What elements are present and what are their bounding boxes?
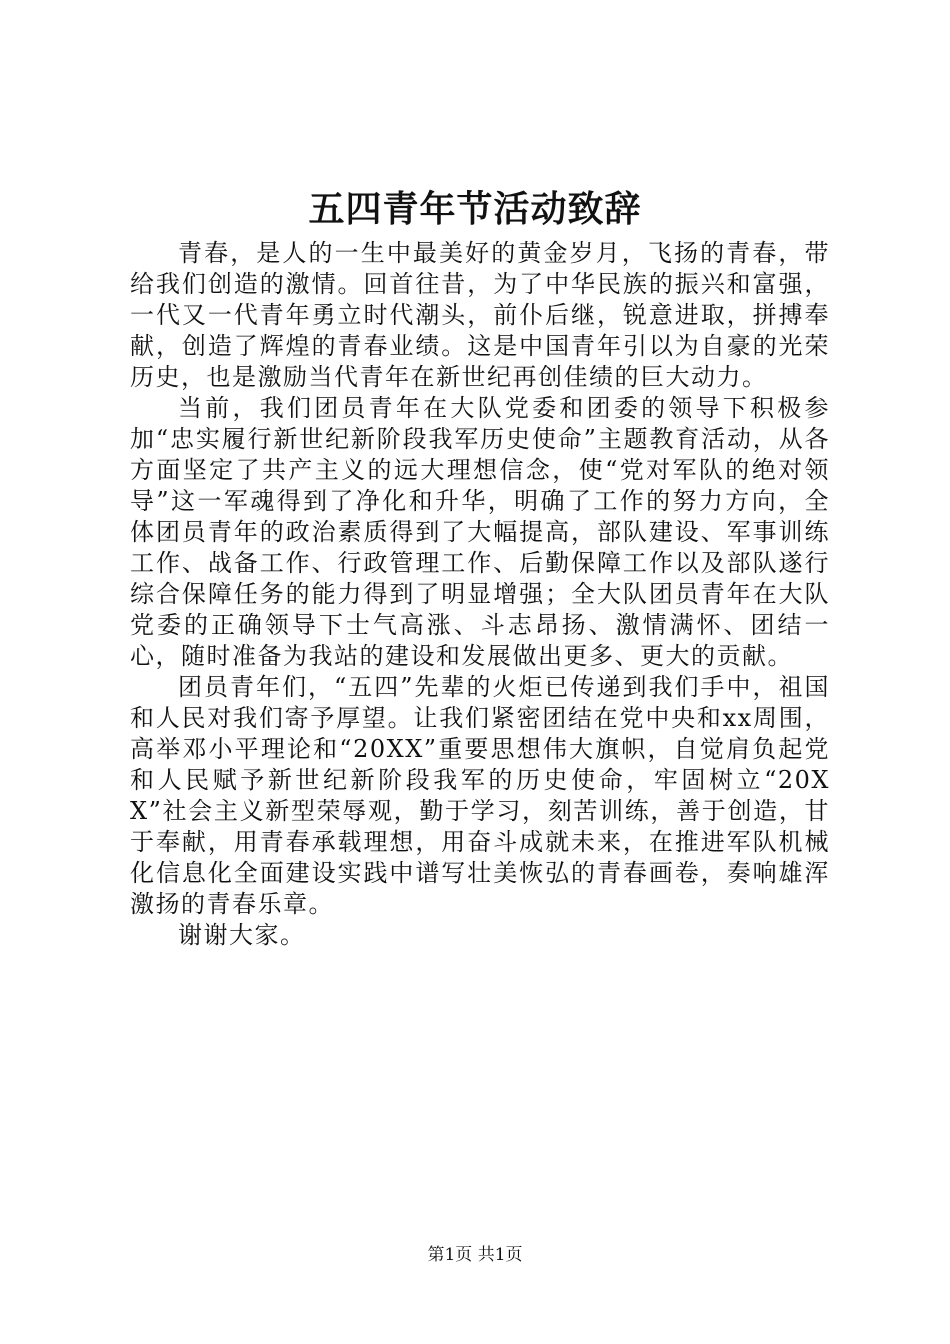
paragraph-4: 谢谢大家。: [178, 921, 306, 949]
page-number-footer: 第1页 共1页: [427, 1245, 523, 1265]
page-title: 五四青年节活动致辞: [308, 188, 642, 230]
document-body: [130, 238, 830, 951]
paragraph-1: 青春，是人的一生中最美好的黄金岁月，飞扬的青春，带给我们创造的激情。回首往昔，为了中华民族的振兴和富强，一代又一代青年勇立时代潮头，前仆后继，锐意进取，拼搏奉献，创造了辉煌的青春业绩。这是中国青年引以为自豪的光荣历史，也是激励当代青年在新世纪再创佳绩的巨大动力。: [130, 239, 830, 391]
paragraph-2: 当前，我们团员青年在大队党委和团委的领导下积极参加“忠实履行新世纪新阶段我军历史使命”主题教育活动，从各方面坚定了共产主义的远大理想信念，使“党对军队的绝对领导”这一军魂得到了净化和升华，明确了工作的努力方向，全体团员青年的政治素质得到了大幅提高，部队建设、军事训练工作、战备工作、行政管理工作、后勤保障工作以及部队遂行综合保障任务的能力得到了明显增强；全大队团员青年在大队党委的正确领导下士气高涨、斗志昂扬、激情满怀、团结一心，随时准备为我站的建设和发展做出更多、更大的贡献。: [130, 394, 830, 670]
paragraph-3: 团员青年们，“五四”先辈的火炬已传递到我们手中，祖国和人民对我们寄予厚望。让我们紧密团结在党中央和xx周围，高举邓小平理论和“20XX”重要思想伟大旗帜，自觉肩负起党和人民赋予新世纪新阶段我军的历史使命，牢固树立“20XX”社会主义新型荣辱观，勤于学习，刻苦训练，善于创造，甘于奉献，用青春承载理想，用奋斗成就未来，在推进军队机械化信息化全面建设实践中谱写壮美恢弘的青春画卷，奏响雄浑激扬的青春乐章。: [130, 673, 830, 918]
